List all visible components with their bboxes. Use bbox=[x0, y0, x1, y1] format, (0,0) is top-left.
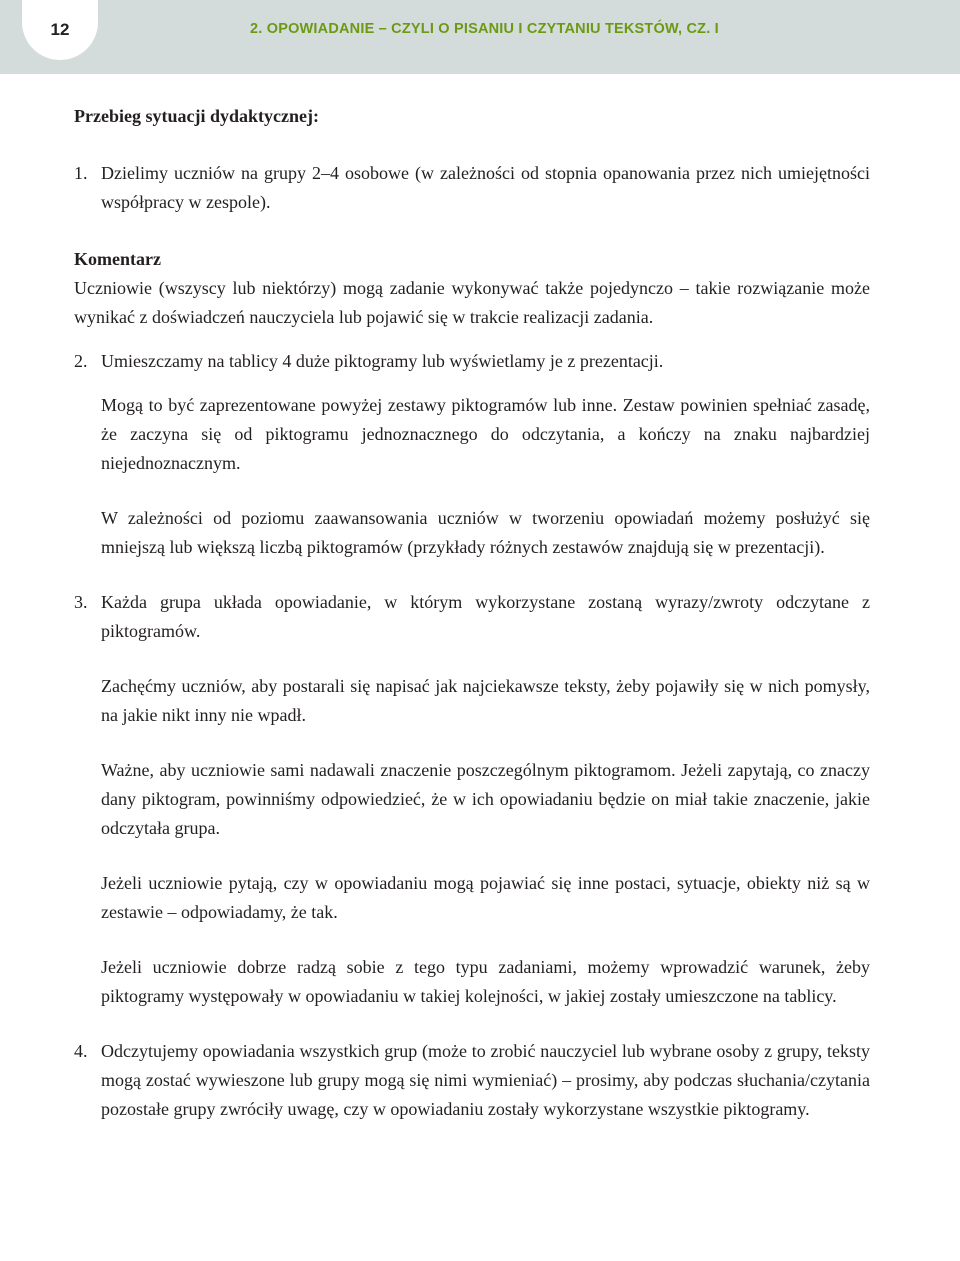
list-number: 4. bbox=[74, 1041, 88, 1061]
paragraph: Ważne, aby uczniowie sami nadawali znaczenie poszczególnym piktogramom. Jeżeli zapytają, co znaczy dany piktogram, powinniśmy odpowiedzieć, że w ich opowiadaniu będzie on miał takie znaczenie, jakie odczytała grupa. bbox=[101, 760, 870, 838]
list-item-text: Odczytujemy opowiadania wszystkich grup (może to zrobić nauczyciel lub wybrane osoby z grupy, teksty mogą zostać wywieszone lub grupy mogą się nimi wymieniać) – prosimy, aby podczas słuchania/czytania pozostałe grupy zwróciły uwagę, czy w opowiadaniu zostały wykorzystane wszystkie piktogramy. bbox=[101, 1041, 870, 1119]
list-item-2 bbox=[74, 347, 870, 376]
comment-heading: Komentarz bbox=[74, 249, 161, 269]
list-item-text: Umieszczamy na tablicy 4 duże piktogramy lub wyświetlamy je z prezentacji. bbox=[101, 351, 664, 371]
list-item-text: Każda grupa układa opowiadanie, w którym wykorzystane zostaną wyrazy/zwroty odczytane z piktogramów. bbox=[101, 592, 870, 641]
page-header bbox=[0, 0, 960, 74]
running-title: 2. OPOWIADANIE – CZYLI O PISANIU I CZYTANIU TEKSTÓW, CZ. I bbox=[250, 21, 719, 37]
list-number: 1. bbox=[74, 163, 88, 183]
list-item-1 bbox=[74, 159, 870, 217]
list-item-4 bbox=[74, 1037, 870, 1124]
comment-paragraph: Uczniowie (wszyscy lub niektórzy) mogą zadanie wykonywać także pojedynczo – takie rozwiązanie może wynikać z doświadczeń nauczyciela lub pojawić się w trakcie realizacji zadania. bbox=[74, 278, 870, 327]
paragraph: Mogą to być zaprezentowane powyżej zestawy piktogramów lub inne. Zestaw powinien spełniać zasadę, że zaczyna się od piktogramu jednoznacznego do odczytania, a kończy na znaku najbardziej niejednoznacznym. bbox=[101, 395, 870, 473]
page-number: 12 bbox=[22, 0, 98, 60]
list-number: 2. bbox=[74, 351, 88, 371]
list-number: 3. bbox=[74, 592, 88, 612]
paragraph: W zależności od poziomu zaawansowania uczniów w tworzeniu opowiadań możemy posłużyć się mniejszą lub większą liczbą piktogramów (przykłady różnych zestawów znajdują się w prezentacji). bbox=[101, 508, 870, 557]
list-item-3 bbox=[74, 588, 870, 646]
list-item-text: Dzielimy uczniów na grupy 2–4 osobowe (w zależności od stopnia opanowania przez nich umiejętności współpracy w zespole). bbox=[101, 163, 870, 212]
paragraph: Jeżeli uczniowie pytają, czy w opowiadaniu mogą pojawiać się inne postaci, sytuacje, obiekty niż są w zestawie – odpowiadamy, że tak. bbox=[101, 873, 870, 922]
section-heading: Przebieg sytuacji dydaktycznej: bbox=[74, 106, 319, 126]
paragraph: Jeżeli uczniowie dobrze radzą sobie z tego typu zadaniami, możemy wprowadzić warunek, żeby piktogramy występowały w opowiadaniu w takiej kolejności, w jakiej zostały umieszczone na tablicy. bbox=[101, 957, 870, 1006]
paragraph: Zachęćmy uczniów, aby postarali się napisać jak najciekawsze teksty, żeby pojawiły się w nich pomysły, na jakie nikt inny nie wpadł. bbox=[101, 676, 870, 725]
page-content bbox=[74, 102, 870, 1124]
